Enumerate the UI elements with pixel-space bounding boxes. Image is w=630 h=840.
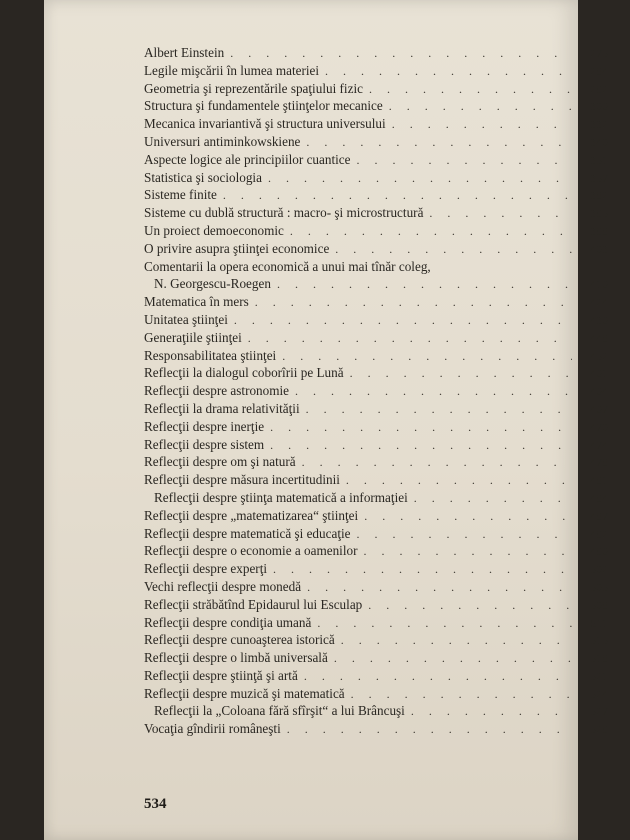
toc-entry-page: 398: [590, 223, 608, 238]
toc-entry-page: 306: [590, 99, 608, 114]
toc-entry: [144, 560, 608, 578]
toc-entry: [144, 667, 608, 685]
toc-entry: [144, 702, 608, 720]
toc-entry-page: 416: [590, 277, 608, 292]
toc-entry-page: 508: [590, 597, 608, 612]
toc-entry-title: Albert Einstein: [144, 45, 225, 60]
toc-entry-title: Reflecţii despre cunoaşterea istorică: [144, 632, 335, 648]
toc-entry-page: 521: [590, 668, 608, 683]
toc-entry-title: Reflecţii despre condiţia umană: [144, 614, 312, 630]
dot-leader: [357, 152, 572, 170]
toc-entry: [144, 62, 608, 80]
toc-entry-page: 461: [590, 366, 608, 381]
toc-entry-page: 505: [590, 579, 608, 594]
toc-entry-page: 511: [590, 615, 608, 630]
toc-entry-title: Responsabilitatea ştiinţei: [144, 347, 277, 363]
toc-entry-page: 332: [590, 117, 608, 132]
dot-leader: [335, 241, 572, 259]
toc-entry: [144, 293, 608, 311]
toc-entry-title: Reflecţii despre astronomie: [144, 383, 290, 399]
dot-leader: [369, 81, 572, 99]
toc-entry-title: Generaţiile ştiinţei: [144, 329, 242, 345]
toc-entry-page: 492: [590, 526, 608, 541]
toc-entry-title: Statistica şi sociologia: [144, 169, 262, 185]
toc-entry: [144, 649, 608, 667]
dot-leader: [357, 526, 572, 544]
toc-entry: [144, 507, 608, 525]
dot-leader: [268, 170, 572, 188]
dot-leader: [290, 223, 572, 241]
toc-entry: [144, 364, 608, 382]
toc-entry-page: 395: [590, 206, 608, 221]
toc-entry-title: Reflecţii la „Coloana fără sfîrşit“ a lui Brâncuşi: [154, 703, 405, 719]
toc-entry-title: Reflecţii despre experţi: [144, 561, 268, 577]
toc-entry-page: 481: [590, 473, 608, 488]
dot-leader: [234, 312, 572, 330]
dot-leader: [414, 490, 572, 508]
toc-entry-page: 515: [590, 633, 608, 648]
dot-leader: [368, 597, 572, 615]
toc-entry-title: Vechi reflecţii despre monedă: [144, 578, 302, 594]
toc-entry: [144, 578, 608, 596]
dot-leader: [307, 579, 572, 597]
toc-entry-title: Sisteme finite: [144, 187, 217, 203]
dot-leader: [230, 45, 572, 63]
toc-entry: [144, 204, 608, 222]
toc-entry: [144, 222, 608, 240]
toc-entry-title: Reflecţii despre „matematizarea“ ştiinţei: [144, 507, 359, 523]
dot-leader: [304, 668, 572, 686]
dot-leader: [306, 134, 572, 152]
toc-entry-title: Reflecţii despre muzică şi matematică: [144, 685, 345, 701]
toc-entry: [144, 44, 608, 62]
toc-entry-page: 382: [590, 188, 608, 203]
toc-entry-page: 484: [590, 490, 608, 505]
toc-entry-title: Reflecţii despre o limbă universală: [144, 650, 328, 666]
toc-entry-title: Aspecte logice ale principiilor cuantice: [144, 151, 351, 167]
toc-entry-title: Reflecţii despre om şi natură: [144, 454, 296, 470]
toc-entry-title: Reflecţii despre sistem: [144, 436, 265, 452]
toc-entry-title: Reflecţii despre ştiinţă şi artă: [144, 667, 298, 683]
dot-leader: [270, 437, 572, 455]
toc-entry-title: Reflecţii la drama relativităţii: [144, 400, 300, 416]
toc-entry-title: N. Georgescu-Roegen: [154, 276, 271, 292]
dot-leader: [334, 650, 572, 668]
toc-entry-title: Matematica în mers: [144, 294, 249, 310]
toc-entry-title: Reflecţii la dialogul coborîrii pe Lună: [144, 365, 344, 381]
toc-entry-page: 467: [590, 401, 608, 416]
toc-entry-page: 340: [590, 134, 608, 149]
toc-entry-title: Reflecţii despre o economie a oamenilor: [144, 543, 358, 559]
toc-entry-title: Reflecţii despre matematică şi educaţie: [144, 525, 351, 541]
toc-entry-page: 470: [590, 419, 608, 434]
toc-entry-page: 518: [590, 651, 608, 666]
dot-leader: [223, 187, 572, 205]
toc-entry: [144, 542, 608, 560]
dot-leader: [325, 63, 572, 81]
toc-entry: [144, 240, 608, 258]
dot-leader: [306, 401, 572, 419]
toc-entry: [144, 115, 608, 133]
toc-entry-title: O privire asupra ştiinţei economice: [144, 240, 330, 256]
dot-leader: [429, 205, 572, 223]
toc-entry: [144, 489, 608, 507]
dot-leader: [392, 116, 572, 134]
toc-entry: [144, 596, 608, 614]
dot-leader: [341, 632, 572, 650]
toc-entry: [144, 471, 608, 489]
toc-entry: [144, 133, 608, 151]
toc-entry-page: 357: [590, 170, 608, 185]
toc-entry-title: Geometria şi reprezentările spaţiului fizic: [144, 80, 363, 96]
toc-entry-page: 275: [590, 46, 608, 60]
toc-entry: [144, 453, 608, 471]
toc-entry: [144, 347, 608, 365]
dot-leader: [287, 721, 572, 739]
book-page: [44, 0, 608, 840]
dot-leader: [411, 703, 572, 721]
toc-entry: [144, 685, 608, 703]
dot-leader: [350, 365, 572, 383]
toc-entry: [144, 382, 608, 400]
toc-entry-page: 436: [590, 312, 608, 327]
toc-entry-page: 474: [590, 437, 608, 452]
toc-entry-page: 487: [590, 508, 608, 523]
toc-entry-title: Reflecţii despre inerţie: [144, 418, 265, 434]
toc-entry-page: 496: [590, 544, 608, 559]
toc-entry: [144, 614, 608, 632]
dot-leader: [364, 508, 572, 526]
toc-entry-title: Comentarii la opera economică a unui mai tînăr coleg,: [144, 258, 431, 274]
toc-entry-page: 292: [590, 81, 608, 96]
toc-entry-title: Un proiect demoeconomic: [144, 222, 284, 238]
dot-leader: [270, 419, 572, 437]
toc-entry: [144, 80, 608, 98]
toc-entry-page: 284: [590, 63, 608, 78]
toc-entry-page: 464: [590, 384, 608, 399]
toc-entry: [144, 275, 608, 293]
toc-entry-page: 351: [590, 152, 608, 167]
dot-leader: [302, 454, 572, 472]
dot-leader: [277, 276, 572, 294]
toc-entry-page: 502: [590, 562, 608, 577]
toc-entry: [144, 311, 608, 329]
toc-entry: [144, 151, 608, 169]
page-number: 534: [144, 796, 167, 812]
toc-entry-page: 448: [590, 330, 608, 345]
dot-leader: [317, 615, 572, 633]
dot-leader: [363, 543, 572, 561]
toc-entry: [144, 329, 608, 347]
toc-entry-title: Vocaţia gîndirii româneşti: [144, 721, 281, 737]
toc-entry: [144, 258, 608, 276]
table-of-contents: [144, 44, 608, 738]
toc-entry: [144, 631, 608, 649]
toc-entry: [144, 97, 608, 115]
toc-entry-title: Reflecţii despre măsura incertitudinii: [144, 472, 340, 488]
toc-entry: [144, 436, 608, 454]
toc-entry-page: 524: [590, 686, 608, 701]
toc-entry-page: 403: [590, 241, 608, 256]
toc-entry-page: 527: [590, 704, 608, 719]
toc-entry-page: 529: [590, 722, 608, 737]
dot-leader: [273, 561, 572, 579]
toc-entry: [144, 186, 608, 204]
dot-leader: [255, 294, 572, 312]
toc-entry-title: Reflecţii străbătînd Epidaurul lui Esculap: [144, 596, 363, 612]
toc-entry: [144, 400, 608, 418]
dot-leader: [282, 348, 572, 366]
toc-entry-page: 452: [590, 348, 608, 363]
toc-entry-page: 478: [590, 455, 608, 470]
dot-leader: [346, 472, 572, 490]
toc-entry-title: Mecanica invariantivă şi structura universului: [144, 116, 386, 132]
toc-entry: [144, 169, 608, 187]
dot-leader: [389, 98, 572, 116]
toc-entry-title: Structura şi fundamentele ştiinţelor mecanice: [144, 98, 383, 114]
toc-entry: [144, 525, 608, 543]
dot-leader: [248, 330, 572, 348]
dot-leader: [295, 383, 572, 401]
toc-entry-title: Universuri antiminkowskiene: [144, 133, 301, 149]
toc-entry-title: Reflecţii despre ştiinţa matematică a informaţiei: [154, 489, 408, 505]
toc-entry: [144, 720, 608, 738]
toc-entry-page: 424: [590, 295, 608, 310]
toc-entry: [144, 418, 608, 436]
toc-entry-title: Sisteme cu dublă structură : macro- şi microstructură: [144, 205, 424, 221]
dot-leader: [351, 686, 572, 704]
toc-entry-title: Legile mişcării în lumea materiei: [144, 62, 320, 78]
toc-entry-title: Unitatea ştiinţei: [144, 311, 228, 327]
